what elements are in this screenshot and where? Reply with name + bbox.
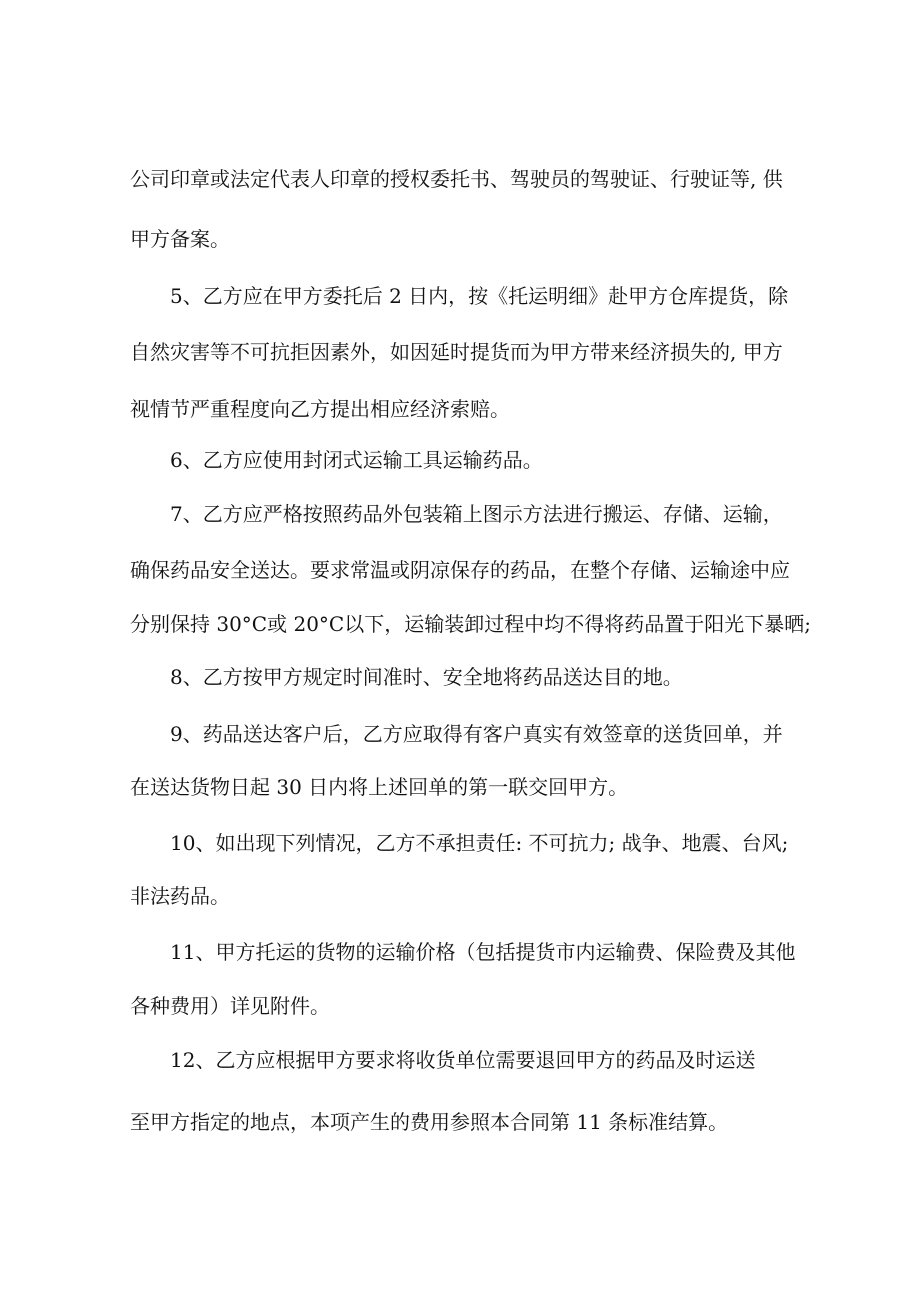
text-line-2: 甲方备案。 [130, 227, 230, 251]
paragraph-10-line-1: 10、如出现下列情况，乙方不承担责任: 不可抗力; 战争、地震、台风; [170, 831, 789, 855]
paragraph-9-line-1: 9、药品送达客户后，乙方应取得有客户真实有效签章的送货回单，并 [170, 722, 783, 746]
paragraph-8: 8、乙方按甲方规定时间准时、安全地将药品送达目的地。 [170, 665, 683, 689]
paragraph-12-line-2: 至甲方指定的地点，本项产生的费用参照本合同第 11 条标准结算。 [130, 1110, 729, 1134]
paragraph-11-line-1: 11、甲方托运的货物的运输价格（包括提货市内运输费、保险费及其他 [170, 940, 796, 964]
paragraph-5-line-1: 5、乙方应在甲方委托后 2 日内，按《托运明细》赴甲方仓库提货，除 [170, 284, 789, 308]
paragraph-6: 6、乙方应使用封闭式运输工具运输药品。 [170, 448, 543, 472]
paragraph-7-line-1: 7、乙方应严格按照药品外包装箱上图示方法进行搬运、存储、运输， [170, 502, 783, 526]
paragraph-10-line-2: 非法药品。 [130, 884, 230, 908]
paragraph-7-line-3: 分别保持 30°C或 20°C以下，运输装卸过程中均不得将药品置于阳光下暴晒; [130, 612, 811, 636]
text-line-1: 公司印章或法定代表人印章的授权委托书、驾驶员的驾驶证、行驶证等, 供 [130, 167, 783, 191]
paragraph-5-line-2: 自然灾害等不可抗拒因素外，如因延时提货而为甲方带来经济损失的, 甲方 [130, 340, 783, 364]
paragraph-7-line-2: 确保药品安全送达。要求常温或阴凉保存的药品，在整个存储、运输途中应 [130, 558, 790, 582]
paragraph-5-line-3: 视情节严重程度向乙方提出相应经济索赔。 [130, 397, 510, 421]
paragraph-12-line-1: 12、乙方应根据甲方要求将收货单位需要退回甲方的药品及时运送 [170, 1048, 756, 1072]
paragraph-9-line-2: 在送达货物日起 30 日内将上述回单的第一联交回甲方。 [130, 775, 629, 799]
paragraph-11-line-2: 各种费用）详见附件。 [130, 994, 330, 1018]
